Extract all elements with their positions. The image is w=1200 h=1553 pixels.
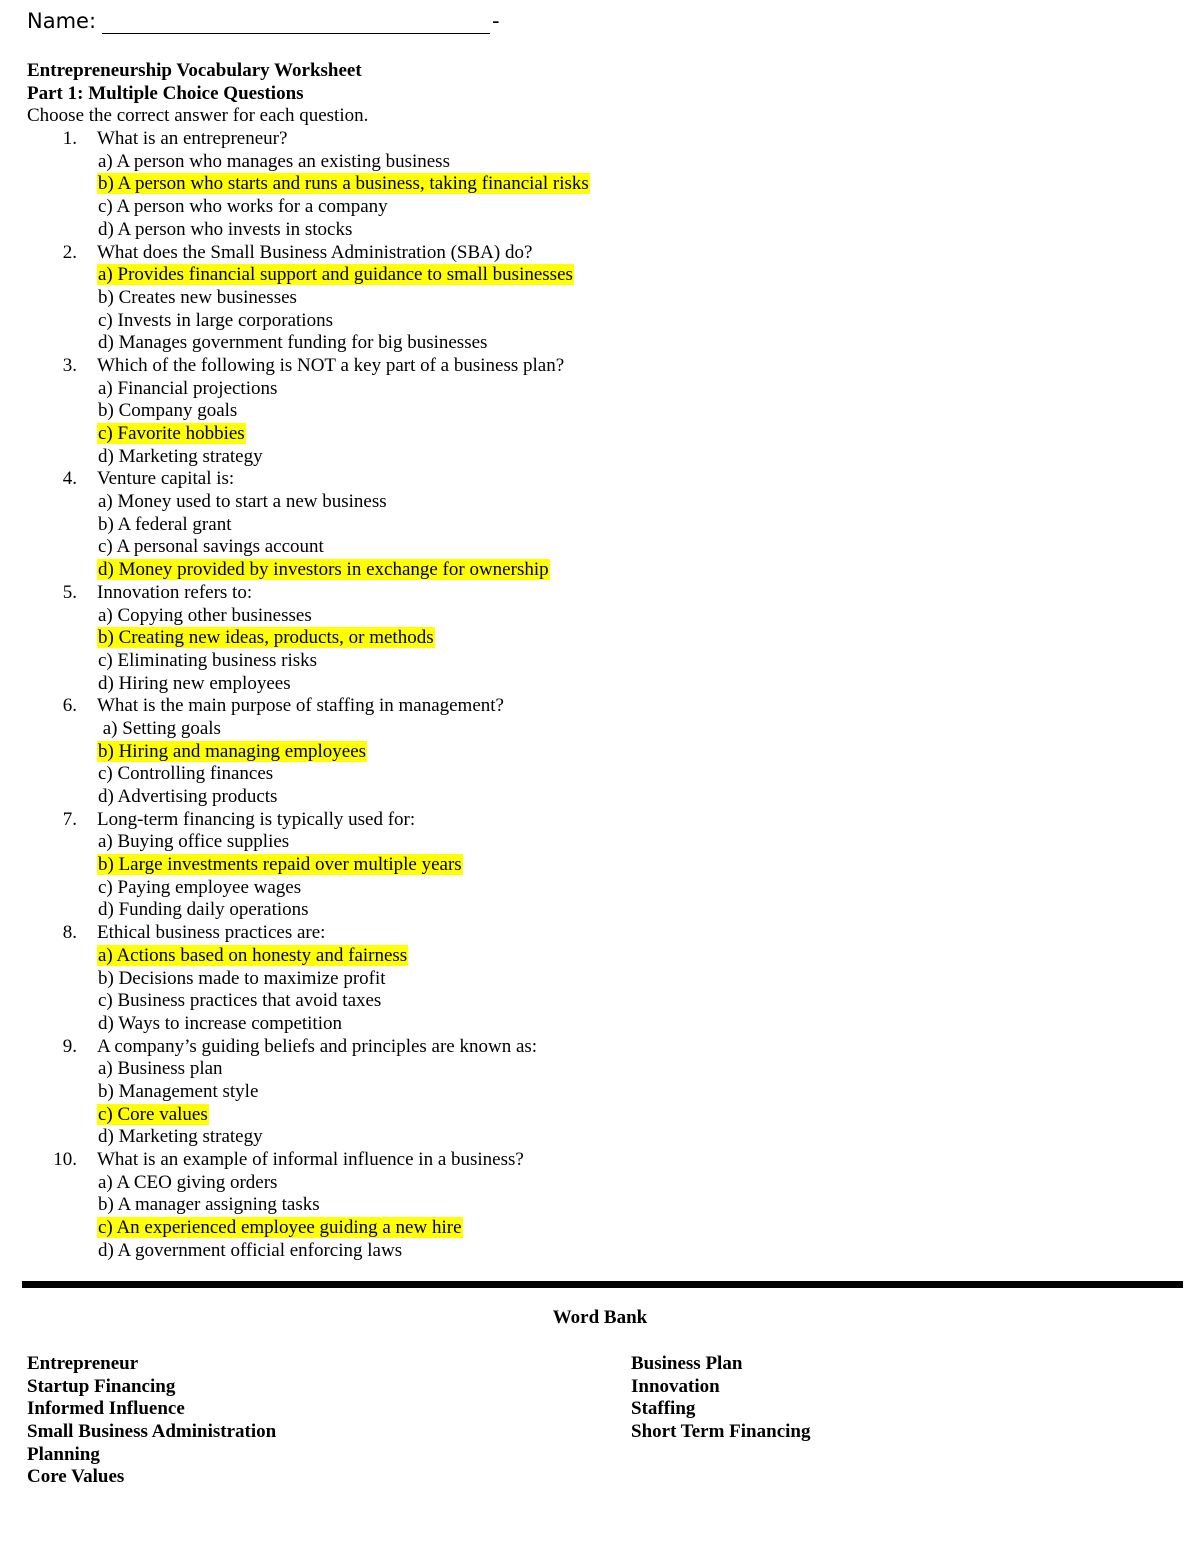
name-line (27, 8, 500, 34)
answer-option-text: d) Marketing strategy (98, 445, 263, 467)
word-bank-term: Small Business Administration (27, 1421, 277, 1443)
word-bank-title: Word Bank (552, 1307, 648, 1328)
answer-option[interactable] (27, 968, 1177, 991)
question-number: 5. (62, 581, 77, 603)
question-number: 6. (62, 695, 77, 717)
question-item (27, 922, 1177, 945)
answer-option-text: c) Controlling finances (98, 763, 274, 785)
name-suffix: - (492, 9, 500, 33)
question-text: What does the Small Business Administration (SBA) do? (97, 241, 533, 263)
answer-option-text: c) Business practices that avoid taxes (98, 990, 382, 1012)
answer-option-text: c) Eliminating business risks (98, 649, 318, 671)
answer-option-highlighted[interactable] (27, 627, 1177, 650)
answer-option[interactable] (27, 514, 1177, 537)
answer-option[interactable] (27, 763, 1177, 786)
answer-option-text: b) A person who starts and runs a business, taking financial risks (98, 173, 589, 195)
answer-option-highlighted[interactable] (27, 1217, 1177, 1240)
answer-option-highlighted[interactable] (27, 741, 1177, 764)
answer-option-highlighted[interactable] (27, 854, 1177, 877)
answer-option[interactable] (27, 400, 1177, 423)
question-list (27, 128, 1177, 1262)
answer-option-text: a) A person who manages an existing business (98, 150, 450, 172)
question-number: 1. (62, 128, 77, 150)
answer-option[interactable] (27, 536, 1177, 559)
answer-option-highlighted[interactable] (27, 945, 1177, 968)
answer-option[interactable] (27, 332, 1177, 355)
answer-option-text: b) A manager assigning tasks (98, 1194, 320, 1216)
answer-option[interactable] (27, 786, 1177, 809)
answer-option-text: b) Creates new businesses (98, 286, 297, 308)
question-number: 4. (62, 468, 77, 490)
word-bank-right-column (631, 1353, 810, 1444)
question-item (27, 128, 1177, 151)
word-bank-term: Staffing (631, 1398, 696, 1420)
question-text: A company’s guiding beliefs and principles are known as: (97, 1035, 538, 1057)
answer-option-text: c) A personal savings account (98, 536, 324, 558)
answer-option-text: c) An experienced employee guiding a new hire (98, 1217, 462, 1239)
answer-option[interactable] (27, 1194, 1177, 1217)
answer-option-text: d) A person who invests in stocks (98, 218, 353, 240)
answer-option-text: b) Hiring and managing employees (98, 740, 367, 762)
answer-option-text: d) A government official enforcing laws (98, 1239, 403, 1261)
answer-option-text: b) Company goals (98, 400, 238, 422)
word-bank-term: Business Plan (631, 1353, 743, 1374)
answer-option-text: c) A person who works for a company (98, 196, 388, 218)
answer-option-text: a) Setting goals (98, 717, 221, 739)
word-bank-term: Short Term Financing (631, 1421, 811, 1443)
answer-option-text: b) Decisions made to maximize profit (98, 967, 386, 989)
answer-option[interactable] (27, 1240, 1177, 1263)
question-item (27, 242, 1177, 265)
answer-option-text: b) A federal grant (98, 513, 232, 535)
answer-option[interactable] (27, 990, 1177, 1013)
question-text: What is an entrepreneur? (97, 128, 288, 150)
answer-option-text: a) A CEO giving orders (98, 1171, 278, 1193)
question-item (27, 695, 1177, 718)
question-number: 2. (62, 241, 77, 263)
word-bank-left-column (27, 1353, 276, 1489)
answer-option[interactable] (27, 605, 1177, 628)
answer-option[interactable] (27, 219, 1177, 242)
question-number: 7. (62, 808, 77, 830)
answer-option-text: d) Manages government funding for big businesses (98, 332, 488, 354)
question-item (27, 1036, 1177, 1059)
question-number: 9. (62, 1035, 77, 1057)
answer-option[interactable] (27, 899, 1177, 922)
answer-option-text: b) Large investments repaid over multiple years (98, 854, 462, 876)
instructions: Choose the correct answer for each question. (27, 105, 369, 127)
answer-option-text: a) Financial projections (98, 377, 278, 399)
answer-option[interactable] (27, 1126, 1177, 1149)
question-text: What is an example of informal influence in a business? (97, 1149, 524, 1170)
answer-option-text: c) Invests in large corporations (98, 309, 333, 331)
name-blank[interactable] (102, 13, 490, 34)
question-number: 8. (62, 922, 77, 944)
answer-option-text: b) Creating new ideas, products, or methods (98, 627, 434, 649)
section-divider (22, 1281, 1183, 1288)
question-number: 3. (62, 354, 77, 376)
word-bank-term: Entrepreneur (27, 1353, 139, 1374)
worksheet-body (27, 60, 1177, 1262)
answer-option-text: a) Buying office supplies (98, 831, 290, 853)
question-text: What is the main purpose of staffing in management? (97, 695, 504, 717)
answer-option-text: a) Business plan (98, 1058, 223, 1080)
question-text: Innovation refers to: (97, 581, 253, 603)
part-title: Part 1: Multiple Choice Questions (27, 82, 304, 104)
word-bank-term: Informed Influence (27, 1398, 185, 1420)
answer-option-text: d) Money provided by investors in exchange for ownership (98, 559, 549, 581)
question-text: Venture capital is: (97, 468, 235, 490)
answer-option-highlighted[interactable] (27, 423, 1177, 446)
answer-option[interactable] (27, 831, 1177, 854)
word-bank-term: Core Values (27, 1466, 125, 1488)
answer-option-highlighted[interactable] (27, 173, 1177, 196)
question-text: Long-term financing is typically used for: (97, 808, 416, 830)
answer-option[interactable] (27, 877, 1177, 900)
answer-option-text: a) Provides financial support and guidance to small businesses (98, 264, 573, 286)
answer-option-text: c) Core values (98, 1103, 208, 1125)
answer-option[interactable] (27, 650, 1177, 673)
answer-option-text: d) Ways to increase competition (98, 1012, 342, 1034)
answer-option[interactable] (27, 196, 1177, 219)
answer-option-text: a) Money used to start a new business (98, 491, 387, 513)
answer-option[interactable] (27, 1013, 1177, 1036)
answer-option[interactable] (27, 446, 1177, 469)
worksheet-title: Entrepreneurship Vocabulary Worksheet (27, 60, 362, 81)
question-number: 10. (53, 1149, 77, 1170)
answer-option-text: c) Favorite hobbies (98, 423, 245, 444)
answer-option[interactable] (27, 1058, 1177, 1081)
question-item (27, 355, 1177, 378)
name-label: Name: (27, 9, 97, 33)
answer-option[interactable] (27, 287, 1177, 310)
question-text: Which of the following is NOT a key part of a business plan? (97, 354, 565, 376)
answer-option-text: a) Copying other businesses (98, 604, 312, 626)
question-item (27, 809, 1177, 832)
answer-option-text: d) Hiring new employees (98, 672, 291, 694)
answer-option[interactable] (27, 310, 1177, 333)
answer-option[interactable] (27, 151, 1177, 174)
answer-option-highlighted[interactable] (27, 1104, 1177, 1127)
answer-option-text: a) Actions based on honesty and fairness (98, 944, 408, 966)
answer-option-text: c) Paying employee wages (98, 876, 302, 898)
answer-option-text: d) Marketing strategy (98, 1126, 263, 1148)
answer-option[interactable] (27, 1081, 1177, 1104)
answer-option[interactable] (27, 491, 1177, 514)
answer-option-text: d) Funding daily operations (98, 899, 309, 921)
answer-option[interactable] (27, 718, 1177, 741)
question-item (27, 1149, 1177, 1172)
answer-option-text: d) Advertising products (98, 786, 278, 807)
answer-option-text: b) Management style (98, 1080, 259, 1102)
question-item (27, 582, 1177, 605)
word-bank-term: Planning (27, 1443, 100, 1465)
word-bank-term: Startup Financing (27, 1375, 176, 1397)
answer-option[interactable] (27, 673, 1177, 696)
question-text: Ethical business practices are: (97, 922, 326, 944)
question-item (27, 468, 1177, 491)
answer-option[interactable] (27, 378, 1177, 401)
answer-option-highlighted[interactable] (27, 264, 1177, 287)
word-bank-term: Innovation (631, 1375, 720, 1397)
answer-option-highlighted[interactable] (27, 559, 1177, 582)
answer-option[interactable] (27, 1172, 1177, 1195)
